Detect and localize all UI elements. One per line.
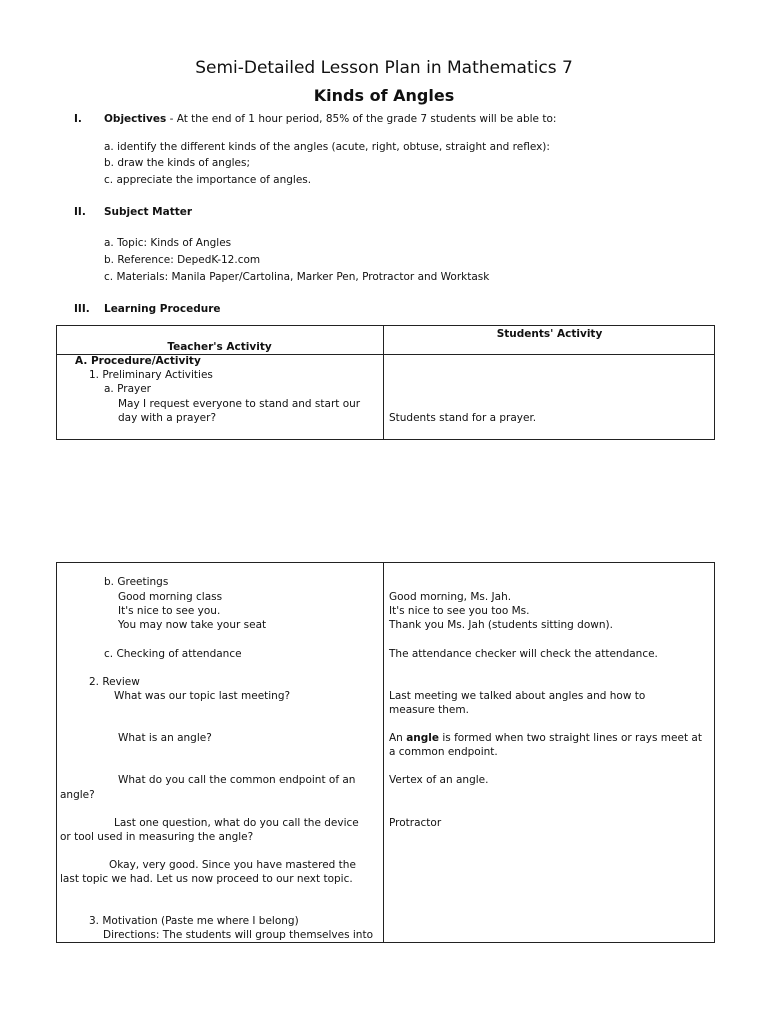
review-question-line: Last one question, what do you call the device — [114, 817, 359, 829]
preliminary-activities-label: 1. Preliminary Activities — [89, 369, 213, 381]
greetings-label: b. Greetings — [104, 576, 169, 588]
review-question-line: angle? — [60, 789, 95, 801]
subject-matter-heading: Subject Matter — [104, 206, 193, 218]
review-answer-line: measure them. — [389, 704, 469, 716]
objective-item — [104, 174, 311, 186]
student-attendance-response: The attendance checker will check the attendance. — [389, 648, 658, 660]
review-answer-line — [389, 732, 702, 744]
teacher-transition-line: last topic we had. Let us now proceed to our next topic. — [60, 873, 353, 885]
objective-item — [104, 157, 250, 169]
subject-matter-item: a. Topic: Kinds of Angles — [104, 237, 232, 249]
teacher-activity-header: Teacher's Activity — [167, 341, 272, 353]
objective-text: appreciate the importance of angles. — [116, 174, 312, 186]
section-number-learning-procedure: III. — [74, 303, 90, 315]
review-question: What is an angle? — [118, 732, 212, 744]
teacher-prayer-line: day with a prayer? — [118, 412, 217, 424]
learning-procedure-heading: Learning Procedure — [104, 303, 221, 315]
answer-text: An — [389, 732, 407, 744]
student-prayer-response: Students stand for a prayer. — [389, 412, 537, 424]
review-answer-line: a common endpoint. — [389, 746, 498, 758]
teacher-greeting-line: You may now take your seat — [118, 619, 267, 631]
answer-text: is formed when two straight lines or rays meet at — [439, 732, 702, 744]
objectives-heading: Objectives — [104, 113, 167, 125]
objective-marker: a. — [104, 141, 114, 153]
objective-text: identify the different kinds of the angles (acute, right, obtuse, straight and reflex): — [117, 141, 550, 153]
answer-emphasis: angle — [406, 732, 439, 744]
review-question: What was our topic last meeting? — [114, 690, 291, 702]
teacher-transition-line: Okay, very good. Since you have mastered the — [109, 859, 356, 871]
teacher-prayer-line: May I request everyone to stand and start our — [118, 398, 361, 410]
table-column-divider — [383, 325, 384, 440]
objective-text: draw the kinds of angles; — [117, 157, 250, 169]
document-title: Semi-Detailed Lesson Plan in Mathematics 7 — [195, 58, 573, 78]
motivation-directions: Directions: The students will group themselves into — [103, 929, 374, 941]
objectives-heading-line — [104, 113, 556, 125]
student-greeting-line: Good morning, Ms. Jah. — [389, 591, 512, 603]
objective-marker: b. — [104, 157, 115, 169]
attendance-label: c. Checking of attendance — [104, 648, 242, 660]
review-label: 2. Review — [89, 676, 140, 688]
motivation-label: 3. Motivation (Paste me where I belong) — [89, 915, 299, 927]
objectives-intro: - At the end of 1 hour period, 85% of the grade 7 students will be able to: — [169, 113, 557, 125]
section-number-objectives: I. — [74, 113, 82, 125]
review-question-line: or tool used in measuring the angle? — [60, 831, 254, 843]
subject-matter-item: c. Materials: Manila Paper/Cartolina, Marker Pen, Protractor and Worktask — [104, 271, 490, 283]
student-greeting-line: Thank you Ms. Jah (students sitting down). — [389, 619, 613, 631]
student-greeting-line: It's nice to see you too Ms. — [389, 605, 530, 617]
objective-item — [104, 141, 550, 153]
prayer-label: a. Prayer — [104, 383, 151, 395]
review-answer-line: Vertex of an angle. — [389, 774, 489, 786]
objective-marker: c. — [104, 174, 114, 186]
section-number-subject-matter: II. — [74, 206, 86, 218]
teacher-greeting-line: Good morning class — [118, 591, 223, 603]
subject-matter-item: b. Reference: DepedK-12.com — [104, 254, 261, 266]
review-answer-line: Last meeting we talked about angles and how to — [389, 690, 646, 702]
procedure-activity-label: A. Procedure/Activity — [75, 355, 201, 367]
lesson-title: Kinds of Angles — [313, 86, 455, 105]
table-column-divider — [383, 562, 384, 943]
review-question-line: What do you call the common endpoint of an — [118, 774, 356, 786]
review-answer-line: Protractor — [389, 817, 442, 829]
teacher-greeting-line: It's nice to see you. — [118, 605, 221, 617]
students-activity-header: Students' Activity — [496, 328, 603, 340]
